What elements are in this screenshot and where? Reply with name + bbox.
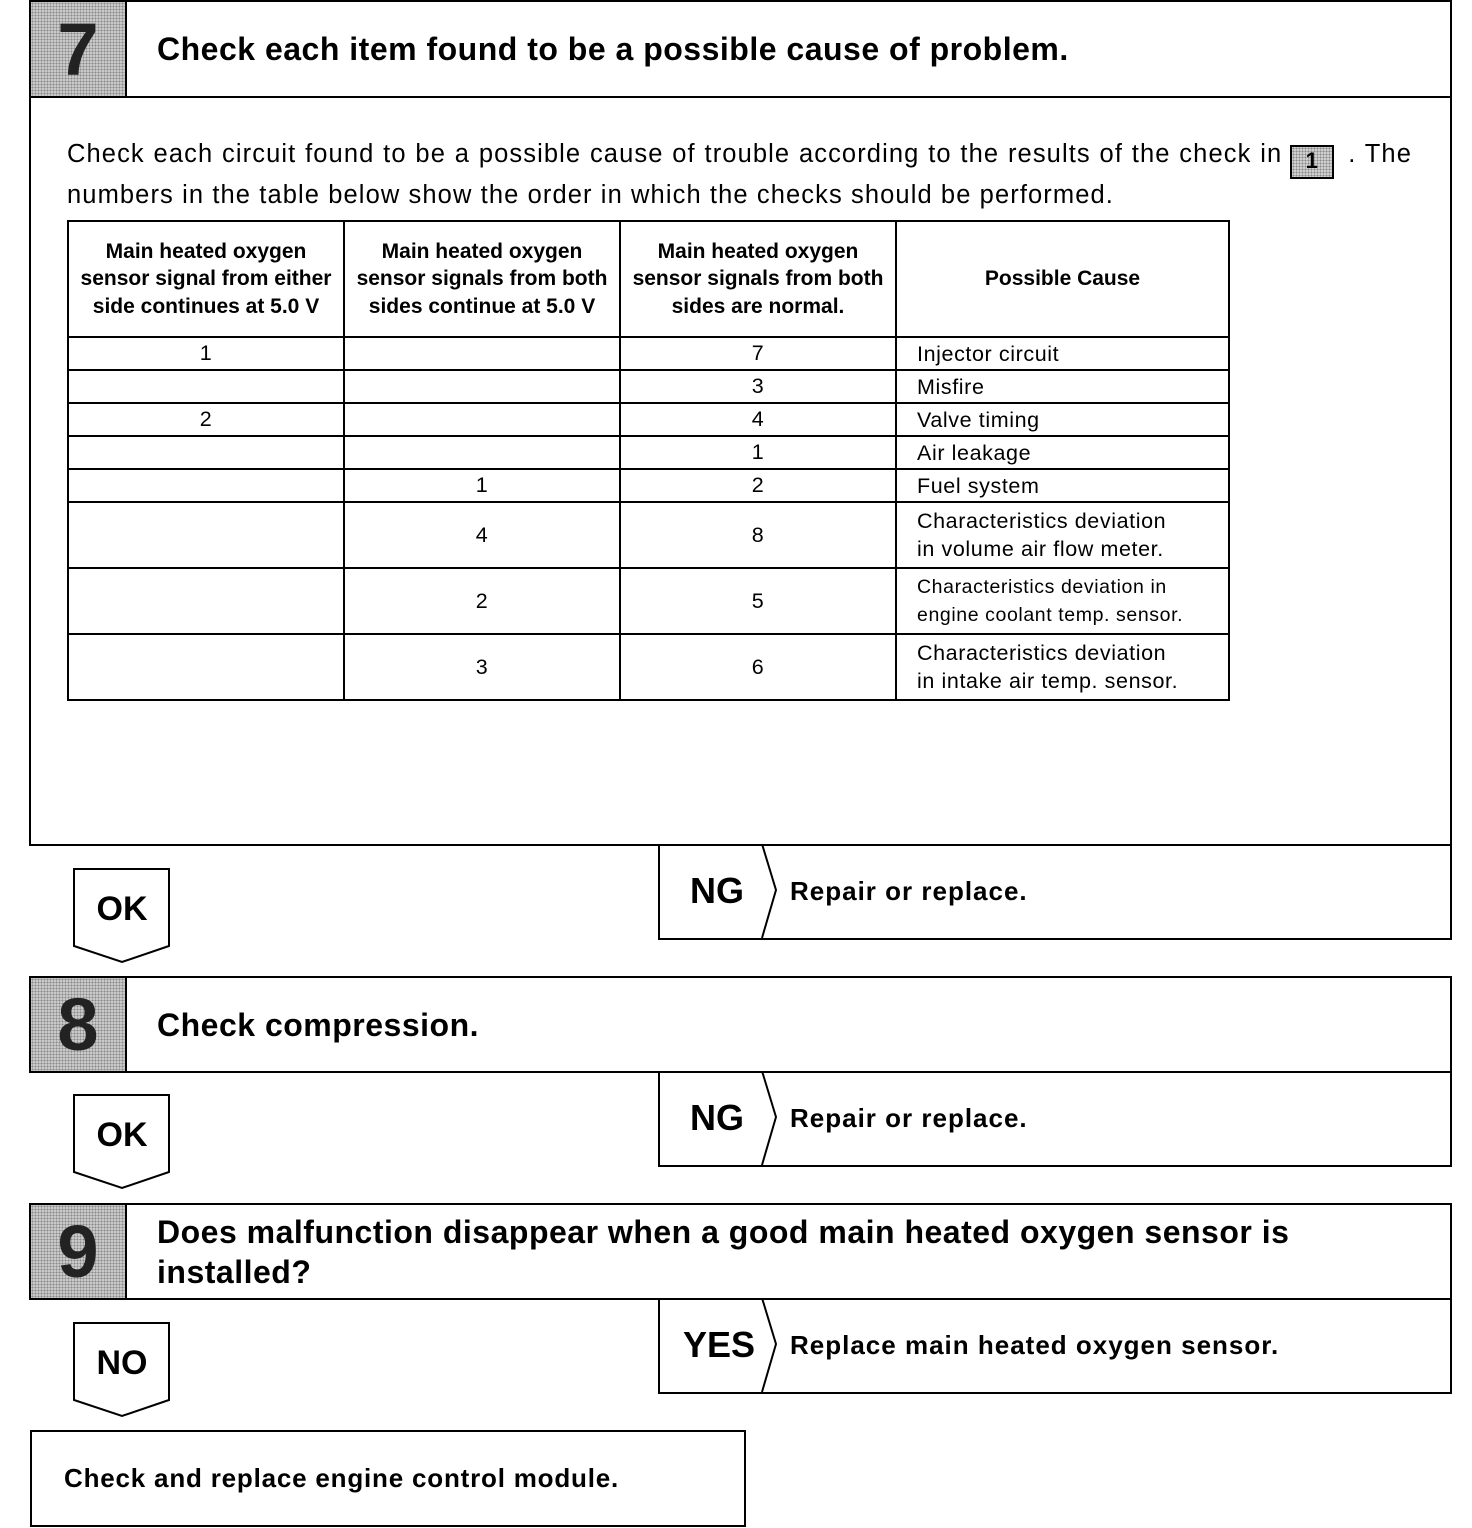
final-action-box: Check and replace engine control module. (30, 1430, 746, 1527)
step-7-body (29, 96, 1452, 846)
table-header-both-normal: Main heated oxygen sensor signals from both sides are normal. (620, 221, 896, 337)
order-both-5v: 3 (344, 634, 620, 700)
order-both-5v: 4 (344, 502, 620, 568)
order-both-normal: 4 (620, 403, 896, 436)
step-9-number: 9 (31, 1205, 127, 1298)
possible-cause-line1: Characteristics deviation (917, 641, 1167, 665)
table-header-possible-cause: Possible Cause (896, 221, 1229, 337)
table-header-either-side: Main heated oxygen sensor signal from either side continues at 5.0 V (68, 221, 344, 337)
step-9-yes-result (658, 1298, 1452, 1394)
step-8-ng-action: Repair or replace. (790, 1103, 1028, 1133)
possible-cause (896, 568, 1229, 634)
possible-cause-line2: engine coolant temp. sensor. (917, 604, 1184, 626)
intro-text-part1: Check each circuit found to be a possible cause of trouble according to the results of the check in (67, 140, 1283, 168)
step-7-title: Check each item found to be a possible cause of problem. (157, 31, 1069, 67)
step-7-intro (67, 138, 1412, 212)
order-both-5v (344, 436, 620, 469)
step-9-title (157, 1205, 1440, 1298)
step-8-number: 8 (31, 978, 127, 1071)
step-9-no-label: NO (96, 1344, 148, 1382)
step-7-header (29, 0, 1452, 98)
possible-cause-line1: Characteristics deviation in (917, 576, 1167, 598)
table-header-both-sides-5v: Main heated oxygen sensor signals from both sides continue at 5.0 V (344, 221, 620, 337)
order-both-normal: 7 (620, 337, 896, 370)
step-7-ng-label: NG (690, 870, 744, 911)
possible-cause-table (67, 220, 1230, 701)
order-both-normal: 6 (620, 634, 896, 700)
possible-cause-line2: in volume air flow meter. (917, 537, 1164, 561)
order-both-normal: 2 (620, 469, 896, 502)
step-8-ok-label: OK (96, 1116, 148, 1154)
possible-cause: Fuel system (896, 469, 1229, 502)
possible-cause: Injector circuit (896, 337, 1229, 370)
intro-text-part2: . The numbers in the table below show the order in which the checks should be performed. (67, 140, 1412, 209)
table-row (68, 568, 1229, 634)
order-both-normal: 5 (620, 568, 896, 634)
order-both-normal: 1 (620, 436, 896, 469)
order-either-side (68, 370, 344, 403)
step-9-no-tab (73, 1322, 171, 1418)
order-both-normal: 8 (620, 502, 896, 568)
step-9-yes-label: YES (682, 1324, 756, 1365)
step-7-ok-tab (73, 868, 171, 964)
table-row (68, 337, 1229, 370)
step-7-number: 7 (31, 2, 127, 96)
step-9-yes-action: Replace main heated oxygen sensor. (790, 1330, 1280, 1360)
table-row (68, 469, 1229, 502)
table-row (68, 370, 1229, 403)
possible-cause-line1: Characteristics deviation (917, 509, 1167, 533)
possible-cause (896, 502, 1229, 568)
order-either-side (68, 469, 344, 502)
step-9-header (29, 1203, 1452, 1300)
step-8-ng-label: NG (690, 1097, 744, 1138)
step-7-ng-action: Repair or replace. (790, 876, 1028, 906)
order-either-side (68, 634, 344, 700)
step-8-title: Check compression. (157, 1006, 479, 1043)
table-row (68, 403, 1229, 436)
order-either-side: 2 (68, 403, 344, 436)
order-both-5v (344, 370, 620, 403)
step-9-title-line2: installed? (157, 1253, 312, 1290)
step-7-ng-result (658, 844, 1452, 940)
table-row (68, 436, 1229, 469)
step-8-ng-result (658, 1071, 1452, 1167)
possible-cause (896, 634, 1229, 700)
table-row (68, 634, 1229, 700)
step-9-title-line1: Does malfunction disappear when a good main heated oxygen sensor is (157, 1213, 1290, 1250)
order-both-normal: 3 (620, 370, 896, 403)
possible-cause: Valve timing (896, 403, 1229, 436)
step-7-ok-label: OK (96, 890, 148, 928)
possible-cause: Misfire (896, 370, 1229, 403)
order-either-side (68, 436, 344, 469)
step-reference-icon: 1 (1290, 145, 1334, 179)
possible-cause-line2: in intake air temp. sensor. (917, 669, 1179, 693)
order-either-side (68, 502, 344, 568)
step-8-header (29, 976, 1452, 1073)
possible-cause: Air leakage (896, 436, 1229, 469)
order-both-5v (344, 403, 620, 436)
step-8-ok-tab (73, 1094, 171, 1190)
order-either-side (68, 568, 344, 634)
order-either-side: 1 (68, 337, 344, 370)
order-both-5v: 1 (344, 469, 620, 502)
table-row (68, 502, 1229, 568)
order-both-5v: 2 (344, 568, 620, 634)
order-both-5v (344, 337, 620, 370)
